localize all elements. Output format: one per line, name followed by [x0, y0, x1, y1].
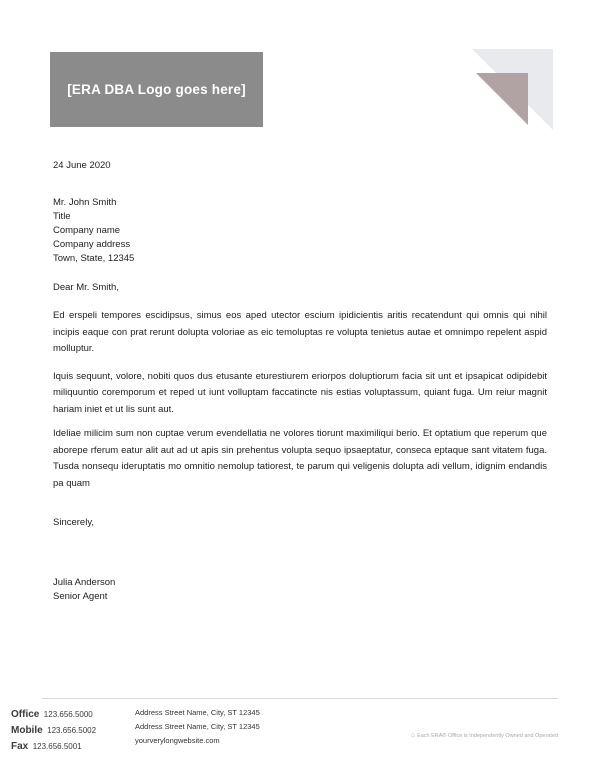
footer-website: yourverylongwebsite.com: [135, 736, 220, 745]
phone-label: Fax: [11, 741, 29, 752]
salutation: Dear Mr. Smith,: [53, 282, 119, 293]
phone-row-office: [11, 706, 135, 722]
signature-role: Senior Agent: [53, 591, 108, 602]
address-line: Address Street Name, City, ST 12345: [135, 722, 260, 731]
footer-phone-column: [11, 706, 135, 754]
phone-label: Office: [11, 709, 40, 720]
body-paragraph: Ed erspeli tempores escidipsus, simus eos aped utector escium ipidicientis aritis recatendunt qui omnis qui nihil incipis eaque con prat rerunt dolupta voloriae as eic temoluptas re volupta tenietus autae et omnimpo repelent aspid molluptur.: [53, 310, 547, 354]
recipient-city-line: Town, State, 12345: [53, 253, 135, 264]
letter-body: [53, 159, 547, 604]
phone-number: 123.656.5001: [32, 742, 82, 751]
logo-placeholder-box: [ERA DBA Logo goes here]: [50, 52, 263, 127]
phone-number: 123.656.5002: [47, 726, 97, 735]
signature-name: Julia Anderson: [53, 577, 116, 588]
recipient-name: Mr. John Smith: [53, 197, 117, 208]
footer-address-column: [135, 706, 285, 748]
body-paragraph: Ideliae milicim sum non cuptae verum evendellatia ne volores tiorunt maximiliqui berio. Et optatium que reperum que aborepe rferum eatur alit aut ad ut apis sin prehentus volupta sequo ipsaeptatur, conseca eptaque sant vitatem fuga. Tusda nonsequ ideruptatis mo omnitio nemolup tatiorest, te parum qui veligenis dolupta adi vellum, idignim endandis pa quam: [53, 428, 547, 489]
signature-block: [53, 576, 547, 604]
recipient-title: Title: [53, 211, 71, 222]
corner-triangles-decoration: [460, 45, 560, 135]
footer-disclaimer: [411, 733, 558, 739]
body-paragraph: Iquis sequunt, volore, nobiti quos dus etusante eturestiurem eriorpos doluptiorum facia sit unt et ipsapicat odipidebit miliquuntio coremporum et reped ut iunt volluptam faccatincte nis estias voluptassum, quiant fuga. Um reiur magnit hariam iniet et ut lis sunt aut.: [53, 370, 547, 415]
footer: [0, 698, 600, 754]
address-line: Address Street Name, City, ST 12345: [135, 708, 260, 717]
footer-columns: [0, 699, 600, 754]
triangle-mauve-icon: [476, 73, 528, 125]
equal-housing-icon: ⌂: [410, 732, 416, 739]
recipient-block: [53, 196, 547, 266]
letter-date: 24 June 2020: [53, 160, 111, 171]
recipient-company-address: Company address: [53, 239, 131, 250]
phone-number: 123.656.5000: [43, 710, 93, 719]
recipient-company-name: Company name: [53, 225, 121, 236]
phone-row-fax: [11, 738, 135, 754]
closing-line: Sincerely,: [53, 517, 95, 528]
disclaimer-text: Each ERA® Office is Independently Owned and Operated: [417, 733, 558, 739]
phone-label: Mobile: [11, 725, 43, 736]
